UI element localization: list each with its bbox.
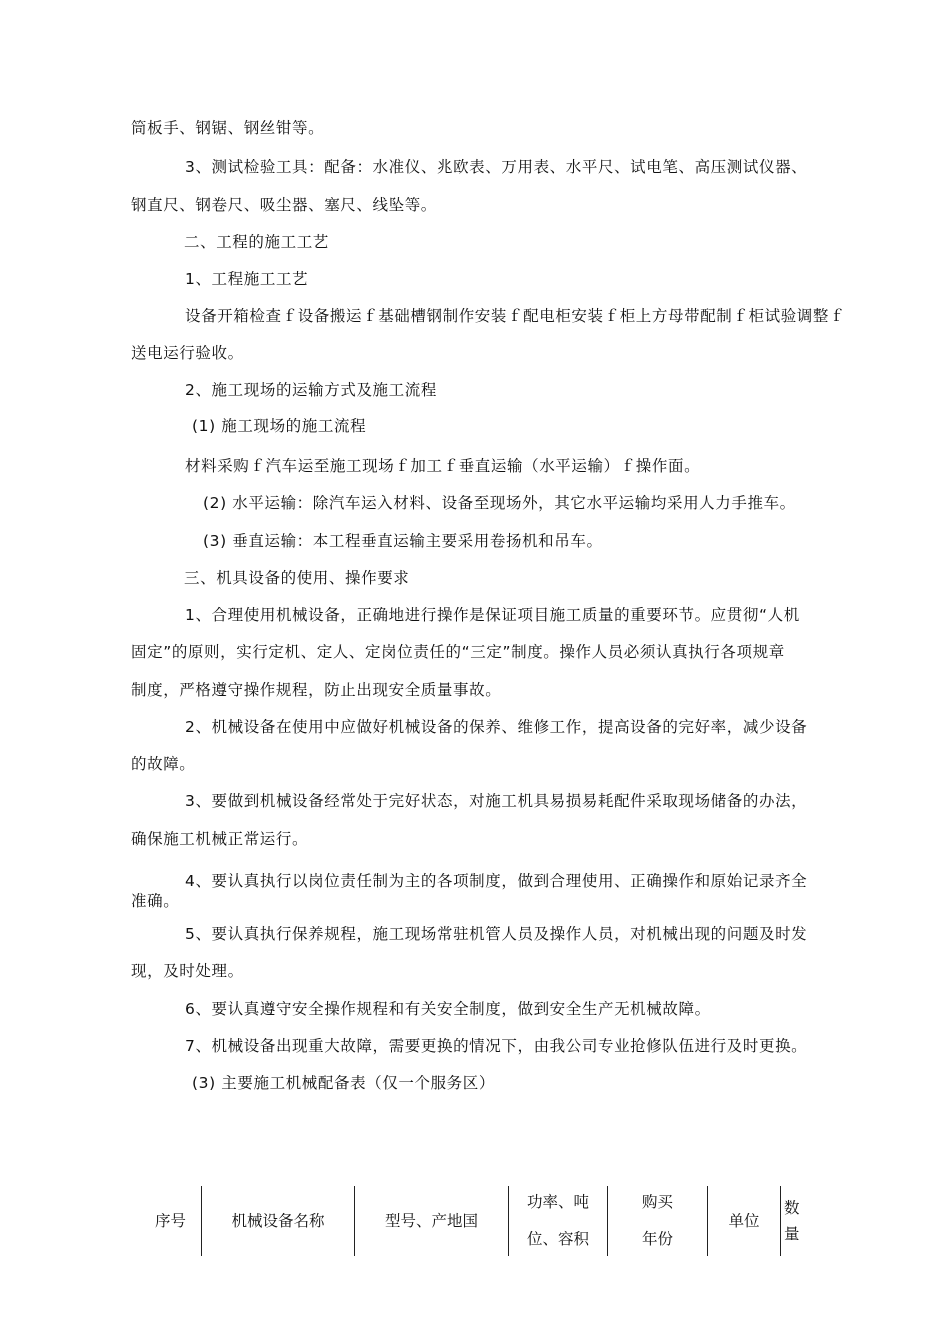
table-caption: (3) 主要施工机械配备表（仅一个服务区） (192, 1074, 495, 1092)
paragraph-line: 1、合理使用机械设备，正确地进行操作是保证项目施工质量的重要环节。应贯彻“人机 (185, 606, 800, 624)
paragraph-line: 7、机械设备出现重大故障，需要更换的情况下，由我公司专业抢修队伍进行及时更换。 (185, 1037, 808, 1055)
paragraph-line: 钢直尺、钢卷尺、吸尘器、塞尺、线坠等。 (131, 196, 437, 214)
paragraph-line: 3、测试检验工具：配备：水准仪、兆欧表、万用表、水平尺、试电笔、高压测试仪器、 (185, 158, 808, 176)
paragraph-line: (1) 施工现场的施工流程 (192, 417, 367, 435)
paragraph-line: 6、要认真遵守安全操作规程和有关安全制度，做到安全生产无机械故障。 (185, 1000, 711, 1018)
paragraph-line: 2、机械设备在使用中应做好机械设备的保养、维修工作，提高设备的完好率，减少设备 (185, 718, 808, 736)
paragraph-line: 4、要认真执行以岗位责任制为主的各项制度，做到合理使用、正确操作和原始记录齐全 (185, 872, 808, 890)
paragraph-line: 3、要做到机械设备经常处于完好状态，对施工机具易损易耗配件采取现场储备的办法， (185, 792, 808, 810)
paragraph-line: 现，及时处理。 (131, 962, 244, 980)
paragraph-line: (2) 水平运输：除汽车运入材料、设备至现场外，其它水平运输均采用人力手推车。 (203, 494, 796, 512)
paragraph-line: 材料采购ｆ汽车运至施工现场ｆ加工ｆ垂直运输（水平运输）ｆ操作面。 (185, 457, 701, 475)
header-cell-equipment-name: 机械设备名称 (231, 1211, 325, 1230)
header-cell-unit: 单位 (728, 1211, 760, 1230)
subsection-heading: 1、工程施工工艺 (185, 270, 309, 288)
paragraph-line: 筒板手、钢锯、钢丝钳等。 (131, 119, 325, 137)
paragraph-line: 固定”的原则，实行定机、定人、定岗位责任的“三定”制度。操作人员必须认真执行各项规章 (131, 643, 785, 661)
paragraph-line: 确保施工机械正常运行。 (131, 830, 309, 848)
column-divider (780, 1186, 781, 1256)
paragraph-line: 准确。 (131, 892, 180, 910)
header-cell-quantity: 数 量 (784, 1199, 800, 1243)
header-cell-model-origin: 型号、产地国 (384, 1211, 478, 1230)
paragraph-line: 制度，严格遵守操作规程，防止出现安全质量事故。 (131, 681, 502, 699)
header-cell-power-capacity: 功率、吨 位、容积 (526, 1193, 589, 1248)
section-heading: 二、工程的施工工艺 (184, 233, 329, 251)
paragraph-line: 5、要认真执行保养规程，施工现场常驻机管人员及操作人员，对机械出现的问题及时发 (185, 925, 808, 943)
header-cell-index: 序号 (154, 1211, 186, 1230)
subsection-heading: 2、施工现场的运输方式及施工流程 (185, 381, 437, 399)
section-heading: 三、机具设备的使用、操作要求 (184, 569, 410, 587)
paragraph-line: 设备开箱检查ｆ设备搬运ｆ基础槽钢制作安装ｆ配电柜安装ｆ柜上方母带配制ｆ柜试验调整ｆ (185, 307, 846, 325)
paragraph-line: 送电运行验收。 (131, 344, 244, 362)
paragraph-line: 的故障。 (131, 755, 196, 773)
header-cell-purchase-year: 购买 年份 (641, 1193, 673, 1248)
paragraph-line: (3) 垂直运输：本工程垂直运输主要采用卷扬机和吊车。 (203, 532, 603, 550)
